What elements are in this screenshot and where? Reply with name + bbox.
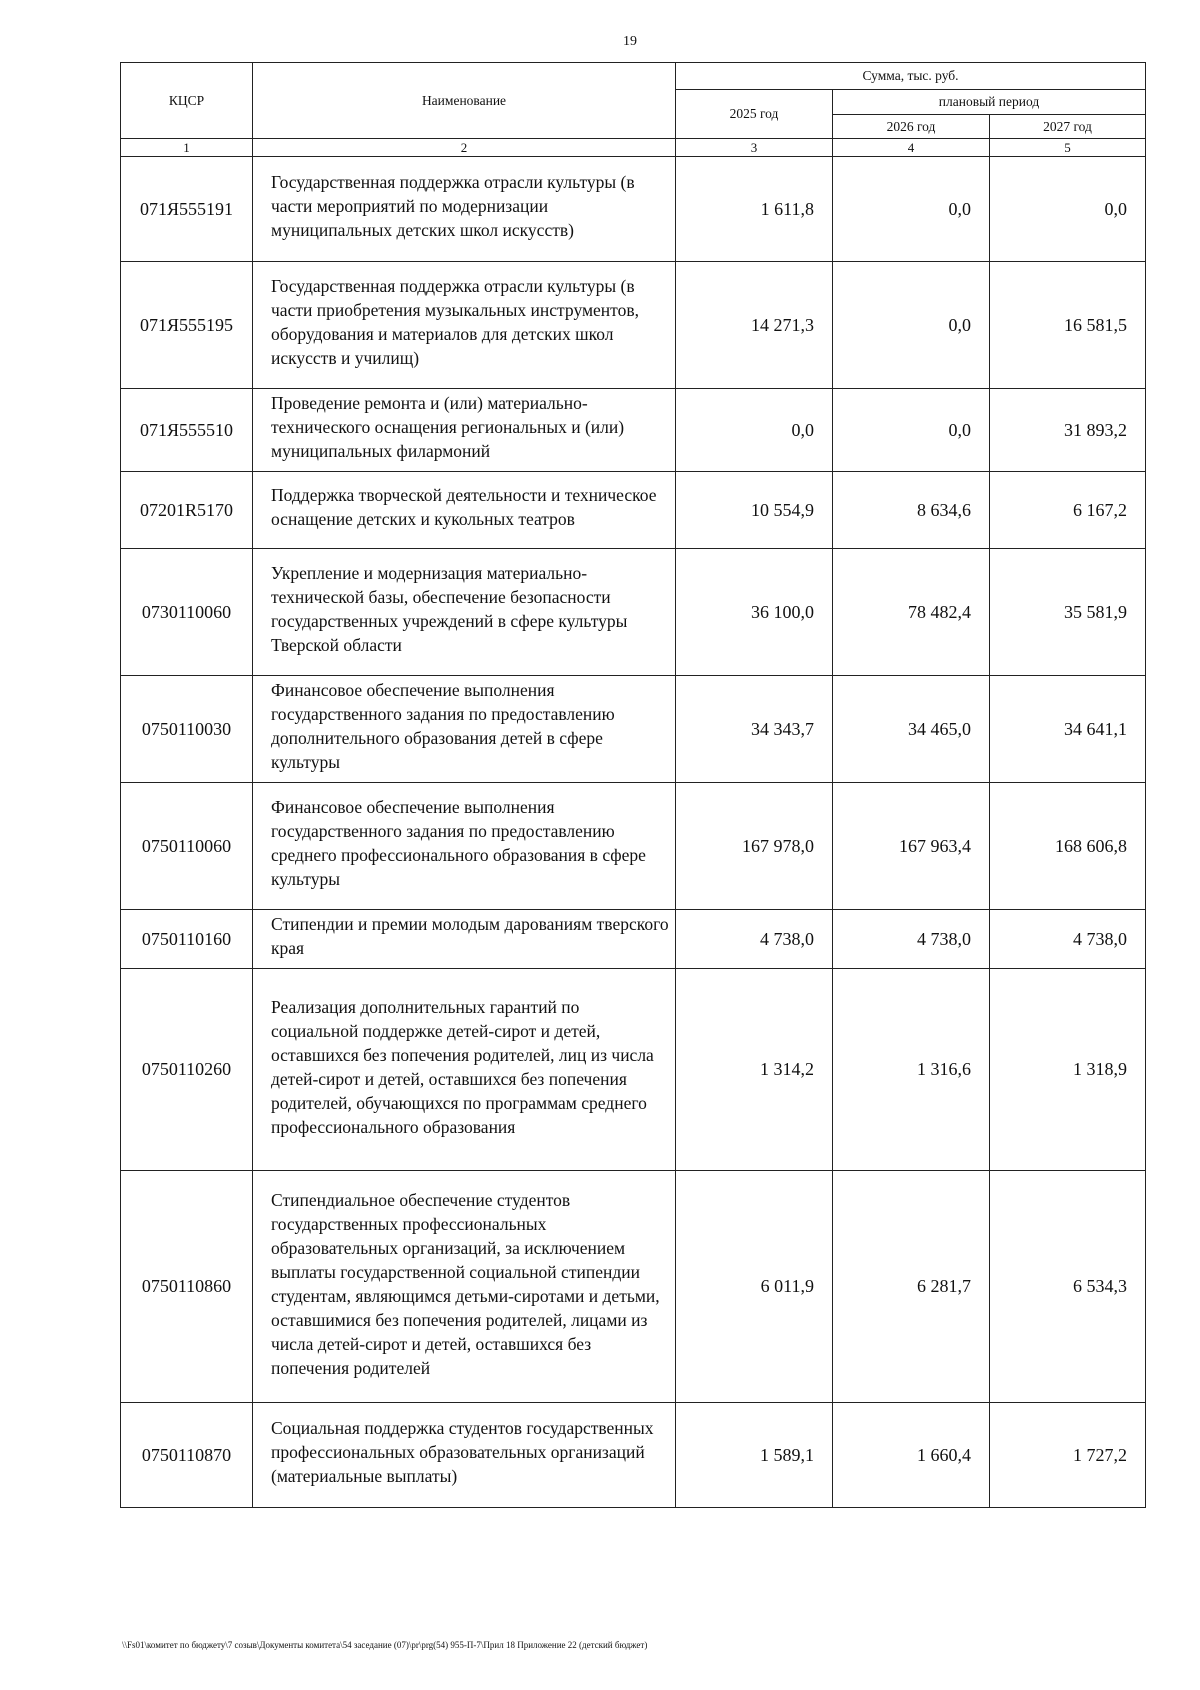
row-name: Финансовое обеспечение выполнения государственного задания по предоставлению дополнительного образования детей в сфере культуры — [253, 676, 676, 783]
row-code: 071Я555191 — [121, 157, 253, 262]
row-amount-2025: 0,0 — [676, 389, 833, 472]
row-amount-2025: 6 011,9 — [676, 1171, 833, 1403]
row-amount-2026: 0,0 — [833, 389, 990, 472]
header-code: КЦСР — [121, 63, 253, 139]
row-amount-2027: 0,0 — [990, 157, 1146, 262]
row-name: Финансовое обеспечение выполнения государственного задания по предоставлению среднего профессионального образования в сфере культуры — [253, 783, 676, 910]
row-code: 071Я555510 — [121, 389, 253, 472]
table-header — [121, 63, 1146, 157]
row-amount-2026: 6 281,7 — [833, 1171, 990, 1403]
table-row — [121, 389, 1146, 472]
row-amount-2026: 1 316,6 — [833, 969, 990, 1171]
row-amount-2026: 4 738,0 — [833, 910, 990, 969]
row-amount-2027: 35 581,9 — [990, 549, 1146, 676]
table-row — [121, 472, 1146, 549]
row-name: Государственная поддержка отрасли культуры (в части приобретения музыкальных инструментов, оборудования и материалов для детских школ искусств и училищ) — [253, 262, 676, 389]
row-amount-2027: 1 318,9 — [990, 969, 1146, 1171]
row-amount-2027: 6 167,2 — [990, 472, 1146, 549]
row-amount-2027: 31 893,2 — [990, 389, 1146, 472]
table-row — [121, 262, 1146, 389]
table-row — [121, 783, 1146, 910]
table-row — [121, 910, 1146, 969]
row-amount-2025: 36 100,0 — [676, 549, 833, 676]
row-amount-2026: 78 482,4 — [833, 549, 990, 676]
header-year-2026: 2026 год — [833, 115, 990, 139]
row-amount-2025: 167 978,0 — [676, 783, 833, 910]
row-amount-2026: 0,0 — [833, 157, 990, 262]
table-row — [121, 676, 1146, 783]
row-name: Государственная поддержка отрасли культуры (в части мероприятий по модернизации муниципальных детских школ искусств) — [253, 157, 676, 262]
row-amount-2025: 1 611,8 — [676, 157, 833, 262]
row-amount-2025: 10 554,9 — [676, 472, 833, 549]
column-number: 2 — [253, 139, 676, 157]
row-amount-2027: 4 738,0 — [990, 910, 1146, 969]
row-code: 07201R5170 — [121, 472, 253, 549]
column-number: 5 — [990, 139, 1146, 157]
row-code: 071Я555195 — [121, 262, 253, 389]
row-amount-2025: 14 271,3 — [676, 262, 833, 389]
header-year-2027: 2027 год — [990, 115, 1146, 139]
row-code: 0750110860 — [121, 1171, 253, 1403]
row-amount-2027: 16 581,5 — [990, 262, 1146, 389]
header-year-2025: 2025 год — [676, 90, 833, 139]
table-row — [121, 1171, 1146, 1403]
row-amount-2026: 0,0 — [833, 262, 990, 389]
row-amount-2025: 4 738,0 — [676, 910, 833, 969]
row-code: 0730110060 — [121, 549, 253, 676]
row-amount-2026: 34 465,0 — [833, 676, 990, 783]
row-name: Поддержка творческой деятельности и техническое оснащение детских и кукольных театров — [253, 472, 676, 549]
row-name: Реализация дополнительных гарантий по социальной поддержке детей-сирот и детей, оставшихся без попечения родителей, лиц из числа детей-сирот и детей, оставшихся без попечения родителей, обучающихся по программам среднего профессионального образования — [253, 969, 676, 1171]
row-name: Стипендиальное обеспечение студентов государственных профессиональных образовательных организаций, за исключением выплаты государственной социальной стипендии студентам, являющимся детьми-сиротами и детьми, оставшимися без попечения родителей, лицами из числа детей-сирот и детей, оставшихся без попечения родителей — [253, 1171, 676, 1403]
budget-table — [120, 62, 1146, 1508]
table-row — [121, 549, 1146, 676]
row-amount-2025: 34 343,7 — [676, 676, 833, 783]
row-name: Социальная поддержка студентов государственных профессиональных образовательных организаций (материальные выплаты) — [253, 1403, 676, 1508]
row-amount-2026: 167 963,4 — [833, 783, 990, 910]
table-row — [121, 1403, 1146, 1508]
column-number: 4 — [833, 139, 990, 157]
row-amount-2027: 168 606,8 — [990, 783, 1146, 910]
row-name: Укрепление и модернизация материально-технической базы, обеспечение безопасности государственных учреждений в сфере культуры Тверской области — [253, 549, 676, 676]
header-sum-group: Сумма, тыс. руб. — [676, 63, 1146, 90]
page-number: 19 — [623, 34, 637, 49]
footer-file-path: \\Fs01\комитет по бюджету\7 созыв\Документы комитета\54 заседание (07)\pr\prg(54) 955-П-7\Прил 18 Приложение 22 (детский бюджет) — [122, 1640, 648, 1650]
column-number: 3 — [676, 139, 833, 157]
table-row — [121, 969, 1146, 1171]
table-body — [121, 157, 1146, 1508]
column-number: 1 — [121, 139, 253, 157]
header-planning-period: плановый период — [833, 90, 1146, 115]
row-name: Стипендии и премии молодым дарованиям тверского края — [253, 910, 676, 969]
row-amount-2025: 1 589,1 — [676, 1403, 833, 1508]
row-amount-2026: 1 660,4 — [833, 1403, 990, 1508]
header-name: Наименование — [253, 63, 676, 139]
row-code: 0750110030 — [121, 676, 253, 783]
row-code: 0750110160 — [121, 910, 253, 969]
row-amount-2027: 6 534,3 — [990, 1171, 1146, 1403]
row-name: Проведение ремонта и (или) материально-технического оснащения региональных и (или) муниципальных филармоний — [253, 389, 676, 472]
row-amount-2025: 1 314,2 — [676, 969, 833, 1171]
row-code: 0750110260 — [121, 969, 253, 1171]
row-amount-2027: 1 727,2 — [990, 1403, 1146, 1508]
row-code: 0750110870 — [121, 1403, 253, 1508]
row-amount-2026: 8 634,6 — [833, 472, 990, 549]
row-amount-2027: 34 641,1 — [990, 676, 1146, 783]
row-code: 0750110060 — [121, 783, 253, 910]
table-row — [121, 157, 1146, 262]
